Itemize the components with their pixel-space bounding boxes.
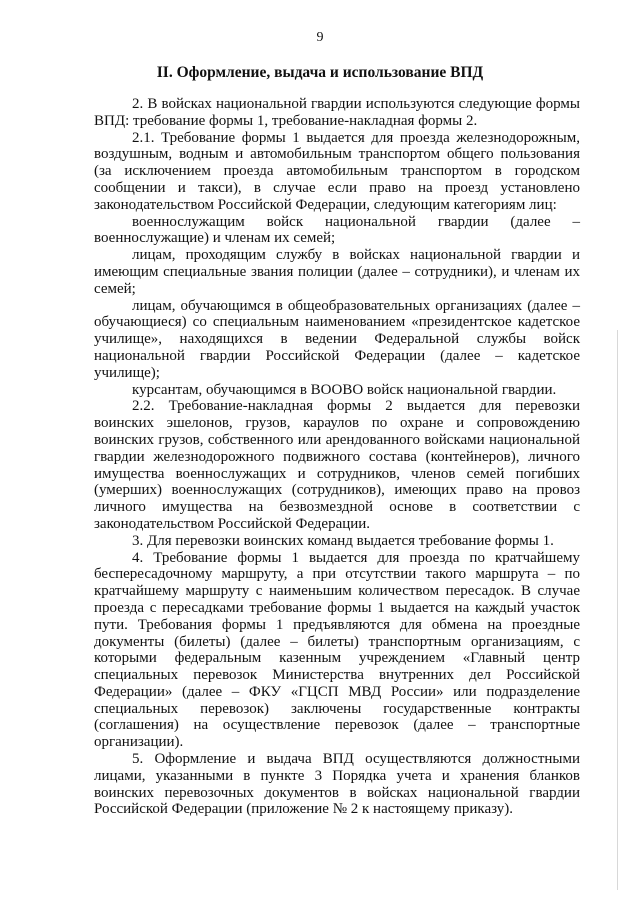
section-title: II. Оформление, выдача и использование ВПД <box>156 64 484 81</box>
list-item-cadets: курсантам, обучающимся в ВООВО войск национальной гвардии. <box>132 381 557 398</box>
paragraph-3: 3. Для перевозки воинских команд выдается требование формы 1. <box>132 532 554 549</box>
scan-edge-line <box>617 330 618 890</box>
paragraph-2: 2. В войсках национальной гвардии используются следующие формы ВПД: требование формы 1, требование-накладная формы 2. <box>94 96 580 129</box>
paragraph-2-1: 2.1. Требование формы 1 выдается для проезда железнодорожным, воздушным, водным и автомобильным транспортом общего пользования (за исключением проезда автомобильным транспортом в городском сообщении и такси), в случае если право на проезд установлено законодательством Российской Федерации, следующим категориям лиц: <box>94 129 580 213</box>
list-item-students: лицам, обучающимся в общеобразовательных организациях (далее – обучающиеся) со специальным наименованием «президентское кадетское училище», находящихся в ведении Федеральной службы войск национальной гвардии Российской Федерации (далее – кадетское училище); <box>94 297 580 381</box>
paragraph-2-2: 2.2. Требование-накладная формы 2 выдается для перевозки воинских эшелонов, грузов, караулов по охране и сопровождению воинских грузов, собственного или арендованного войсками национальной гвардии железнодорожного подвижного состава (контейнеров), личного имущества военнослужащих и сотрудников, членов семей погибших (умерших) военнослужащих (сотрудников), имеющих право на провоз личного имущества на безвозмездной основе в соответствии с законодательством Российской Федерации. <box>94 398 580 532</box>
page-number: 9 <box>316 30 324 45</box>
list-item-servicemen: военнослужащим войск национальной гвардии (далее – военнослужащие) и членам их семей; <box>94 213 580 247</box>
document-body <box>94 96 580 818</box>
paragraph-5: 5. Оформление и выдача ВПД осуществляются должностными лицами, указанными в пункте 3 Порядка учета и хранения бланков воинских перевозочных документов в войсках национальной гвардии Российской Федерации (приложение № 2 к настоящему приказу). <box>94 751 580 818</box>
list-item-employees: лицам, проходящим службу в войсках национальной гвардии и имеющим специальные звания полиции (далее – сотрудники), и членам их семей; <box>94 247 580 297</box>
paragraph-4: 4. Требование формы 1 выдается для проезда по кратчайшему беспересадочному маршруту, а при отсутствии такого маршрута – по кратчайшему маршруту с наименьшим количеством пересадок. В случае проезда с пересадками требование формы 1 выдается на каждый участок пути. Требования формы 1 предъявляются для обмена на проездные документы (билеты) (далее – билеты) транспортным организациям, с которыми федеральным казенным учреждением «Главный центр специальных перевозок Министерства внутренних дел Российской Федерации» (далее – ФКУ «ГЦСП МВД России» или подразделение специальных перевозок) заключены государственные контракты (соглашения) на осуществление перевозок (далее – транспортные организации). <box>94 549 580 751</box>
